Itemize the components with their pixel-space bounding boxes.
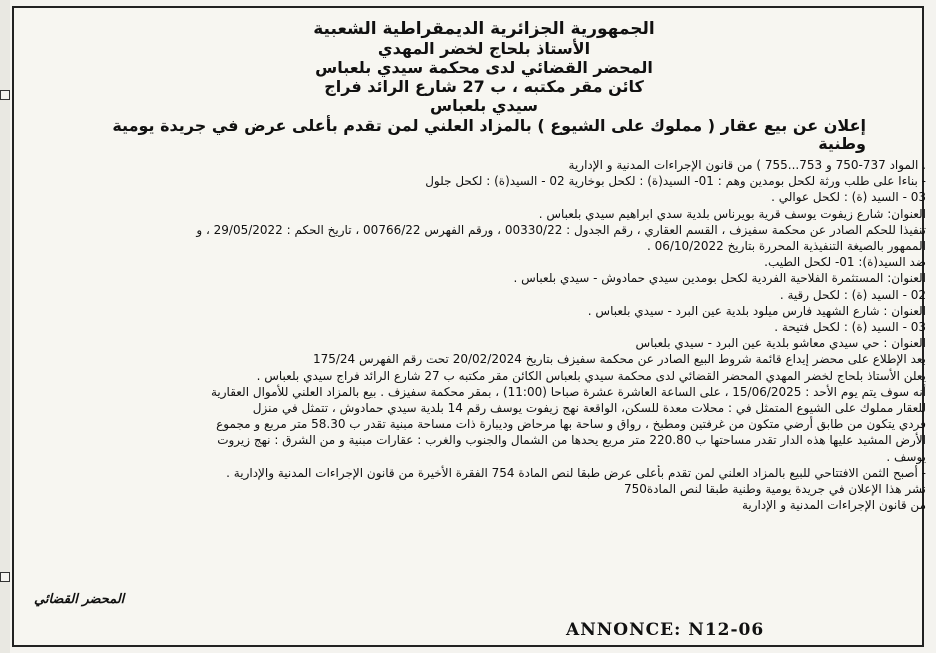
body-line: الممهور بالصيغة التنفيذية المحررة بتاريخ 06/10/2022 . xyxy=(646,239,926,254)
edge-mark xyxy=(0,572,10,582)
body-line: العنوان: شارع زيفوت يوسف قرية بويرناس بلدية سدي ابراهيم سيدي بلعباس . xyxy=(538,206,926,221)
edge-mark xyxy=(0,90,10,100)
notice-frame xyxy=(12,6,924,647)
header-line-office-address: كائن مقر مكتبه ، ب 27 شارع الرائد فراج xyxy=(324,77,644,96)
signature-label: المحضر القضائي xyxy=(34,592,125,607)
header-line-city: سيدي بلعباس xyxy=(430,96,538,115)
body-line: بعد الإطلاع على محضر إيداع قائمة شروط البيع الصادر عن محكمة سفيزف بتاريخ 20/02/2024 تحت رقم الفهرس 175/24 xyxy=(312,352,926,367)
annonce-number: ANNONCE: N12-06 xyxy=(566,620,765,640)
body-line: يعلن الأستاذ بلحاج لخضر المهدي المحضر القضائي لدى محكمة سيدي بلعباس الكائن مقر مكتبه ب 27 شارع الرائد فراج سيدي بلعباس . xyxy=(256,368,926,383)
header-line-republic: الجمهورية الجزائرية الديمقراطية الشعبية xyxy=(313,19,655,39)
body-line: يوسف . xyxy=(886,449,926,464)
body-line: فردي يتكون من طابق أرضي متكون من غرفتين ومطبخ ، رواق و ساحة بها مرحاض وديبارة ذات مساحة مبنية تقدر ب 58.30 متر مربع و مجموع xyxy=(216,417,926,432)
body-line: ضد السيد(ة): 01- لكحل الطيب. xyxy=(764,255,926,270)
body-line: - أصبح الثمن الافتتاحي للبيع بالمزاد العلني لمن تقدم بأعلى عرض طبقا لنص المادة 754 الفقرة الأخيرة من قانون الإجراءات المدنية والإدارية . xyxy=(226,465,926,480)
notice-title xyxy=(42,117,926,153)
body-line: 03 - السيد (ة) : لكحل فتيحة . xyxy=(774,320,926,335)
body-line: العنوان : شارع الشهيد فارس ميلود بلدية عين البرد - سيدي بلعباس . xyxy=(587,303,926,318)
header-line-court: المحضر القضائي لدى محكمة سيدي بلعباس xyxy=(315,58,653,77)
notice-content xyxy=(42,20,926,640)
notice-title-line: وطنية xyxy=(818,134,866,153)
body-line: من قانون الإجراءات المدنية و الإدارية xyxy=(741,498,926,513)
body-line: . المواد 737-750 و 753...755 ) من قانون الإجراءات المدنية و الإدارية xyxy=(568,158,926,172)
body-line: - بناءا على طلب ورثة لكحل بومدين وهم : 01- السيد(ة) : لكحل بوخارية 02 - السيد(ة) : لكحل جلول xyxy=(425,174,926,189)
header-line-bailiff-name: الأستاذ بلحاج لخضر المهدي xyxy=(377,39,591,58)
notice-title-line: إعلان عن بيع عقار ( مملوك على الشيوع ) بالمزاد العلني لمن تقدم بأعلى عرض في جريدة يومية xyxy=(112,116,866,135)
body-line: للعقار مملوك على الشيوع المتمثل في : محلات معدة للسكن، الواقعة نهج زيفوت يوسف رقم 14 بلدية سيدي حمادوش ، تتمثل في منزل xyxy=(252,401,926,416)
body-line: أنه سوف يتم يوم الأحد : 15/06/2025 ، على الساعة العاشرة عشرة صباحا (11:00) ، بمقر محكمة سفيزف . بيع بالمزاد العلني للأموال العقارية xyxy=(210,384,926,399)
body-line: نشر هذا الإعلان في جريدة يومية وطنية طبقا لنص المادة750 xyxy=(623,482,926,497)
body-line: 03 - السيد (ة) : لكحل عوالي . xyxy=(771,190,926,205)
body-line: العنوان: المستثمرة الفلاحية الفردية لكحل بومدين سيدي حمادوش - سيدي بلعباس . xyxy=(513,271,926,286)
body-line: تنفيذا للحكم الصادر عن محكمة سفيزف ، القسم العقاري ، رقم الجدول : 00330/22 ، ورقم الفهرس 00766/22 ، تاريخ الحكم : 29/05/2022 ، و xyxy=(196,222,926,237)
notice-body xyxy=(42,157,926,513)
body-line: الأرض المشيد عليها هذه الدار تقدر مساحتها ب 220.80 متر مربع يحدها من الشمال والجنوب والغرب : عقارات مبنية و من الشرق : نهج زيروت xyxy=(217,433,926,448)
body-line: 02 - السيد (ة) : لكحل رقية . xyxy=(779,287,926,302)
body-line: العنوان : حي سيدي معاشو بلدية عين البرد - سيدي بلعباس xyxy=(635,336,926,351)
